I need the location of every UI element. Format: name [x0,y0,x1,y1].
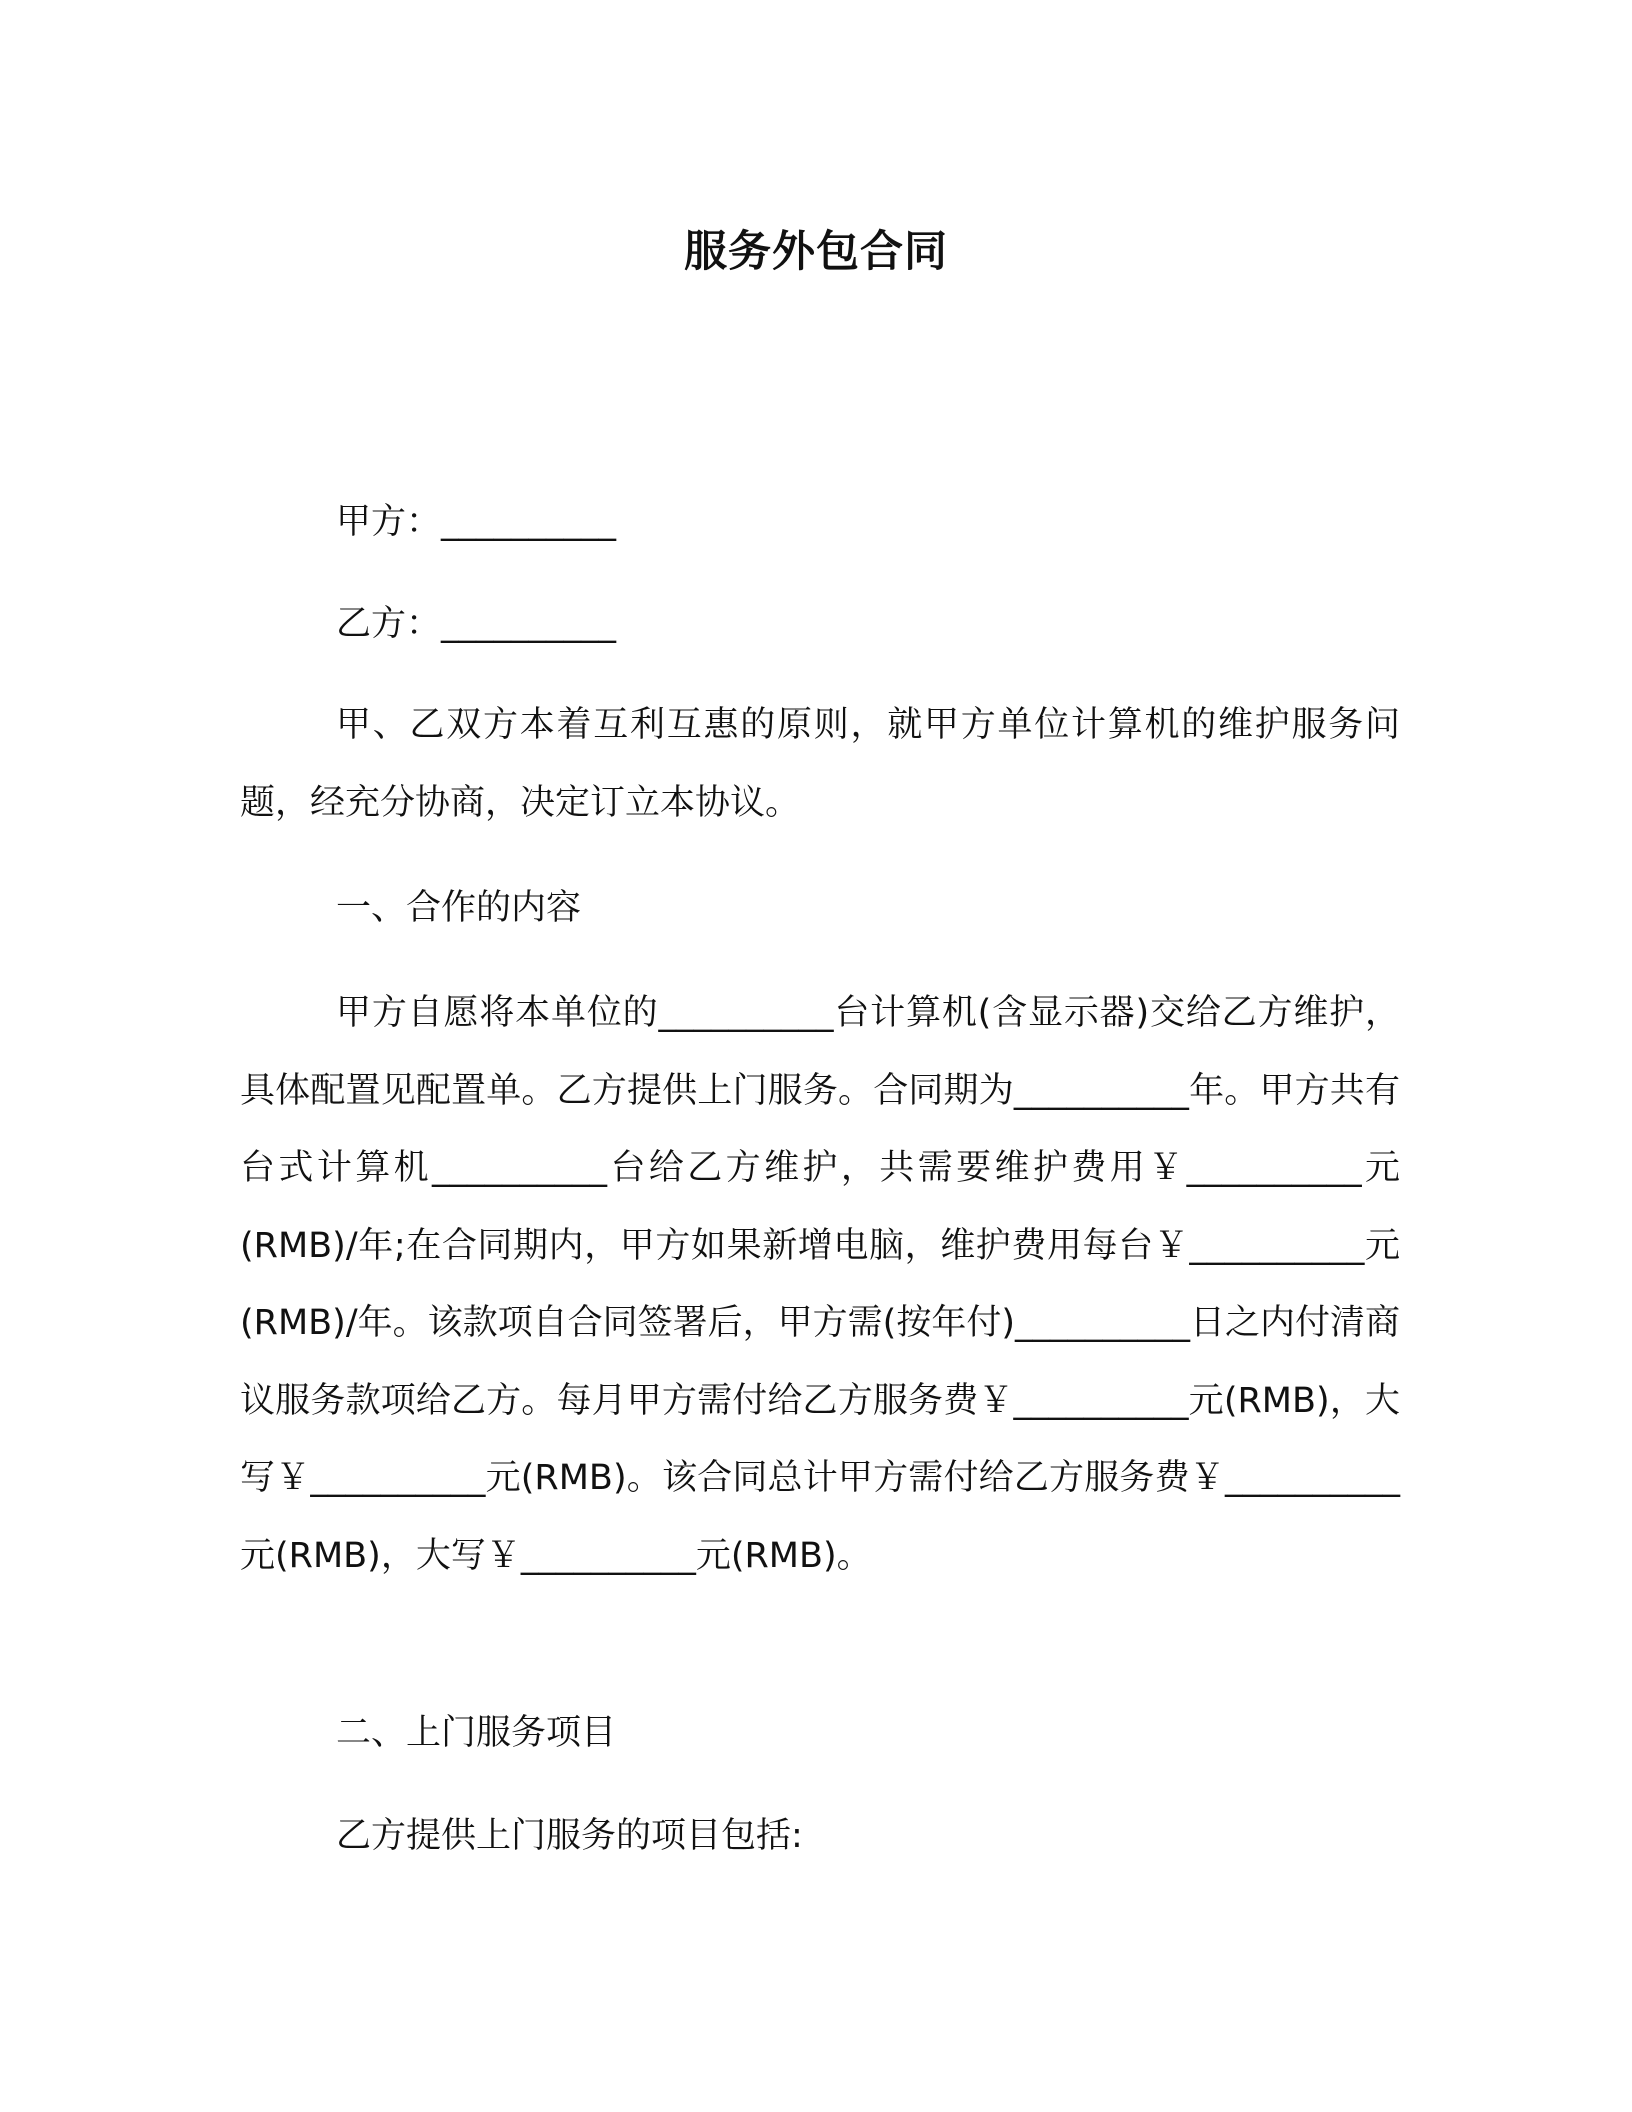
document-title: 服务外包合同 [684,227,948,277]
party-a-line: 甲方：__________ [336,502,617,542]
section1-body: 甲方自愿将本单位的__________台计算机(含显示器)交给乙方维护，具体配置见配置单。乙方提供上门服务。合同期为__________年。甲方共有台式计算机__________台给乙方维护，共需要维护费用￥__________元(RMB)/年;在合同期内，甲方如果新增电脑，维护费用每台￥__________元(RMB)/年。该款项自合同签署后，甲方需(按年付)__________日之内付清商议服务款项给乙方。每月甲方需付给乙方服务费￥__________元(RMB)，大写￥__________元(RMB)。该合同总计甲方需付给乙方服务费￥__________元(RMB)，大写￥__________元(RMB)。 [240,993,1400,1576]
party-b-line: 乙方：__________ [336,604,617,644]
section2-intro: 乙方提供上门服务的项目包括: [336,1816,803,1856]
section1-heading: 一、合作的内容 [336,888,582,928]
section2-heading: 二、上门服务项目 [336,1713,617,1753]
intro-paragraph: 甲、乙双方本着互利互惠的原则，就甲方单位计算机的维护服务问题，经充分协商，决定订立本协议。 [240,705,1400,823]
